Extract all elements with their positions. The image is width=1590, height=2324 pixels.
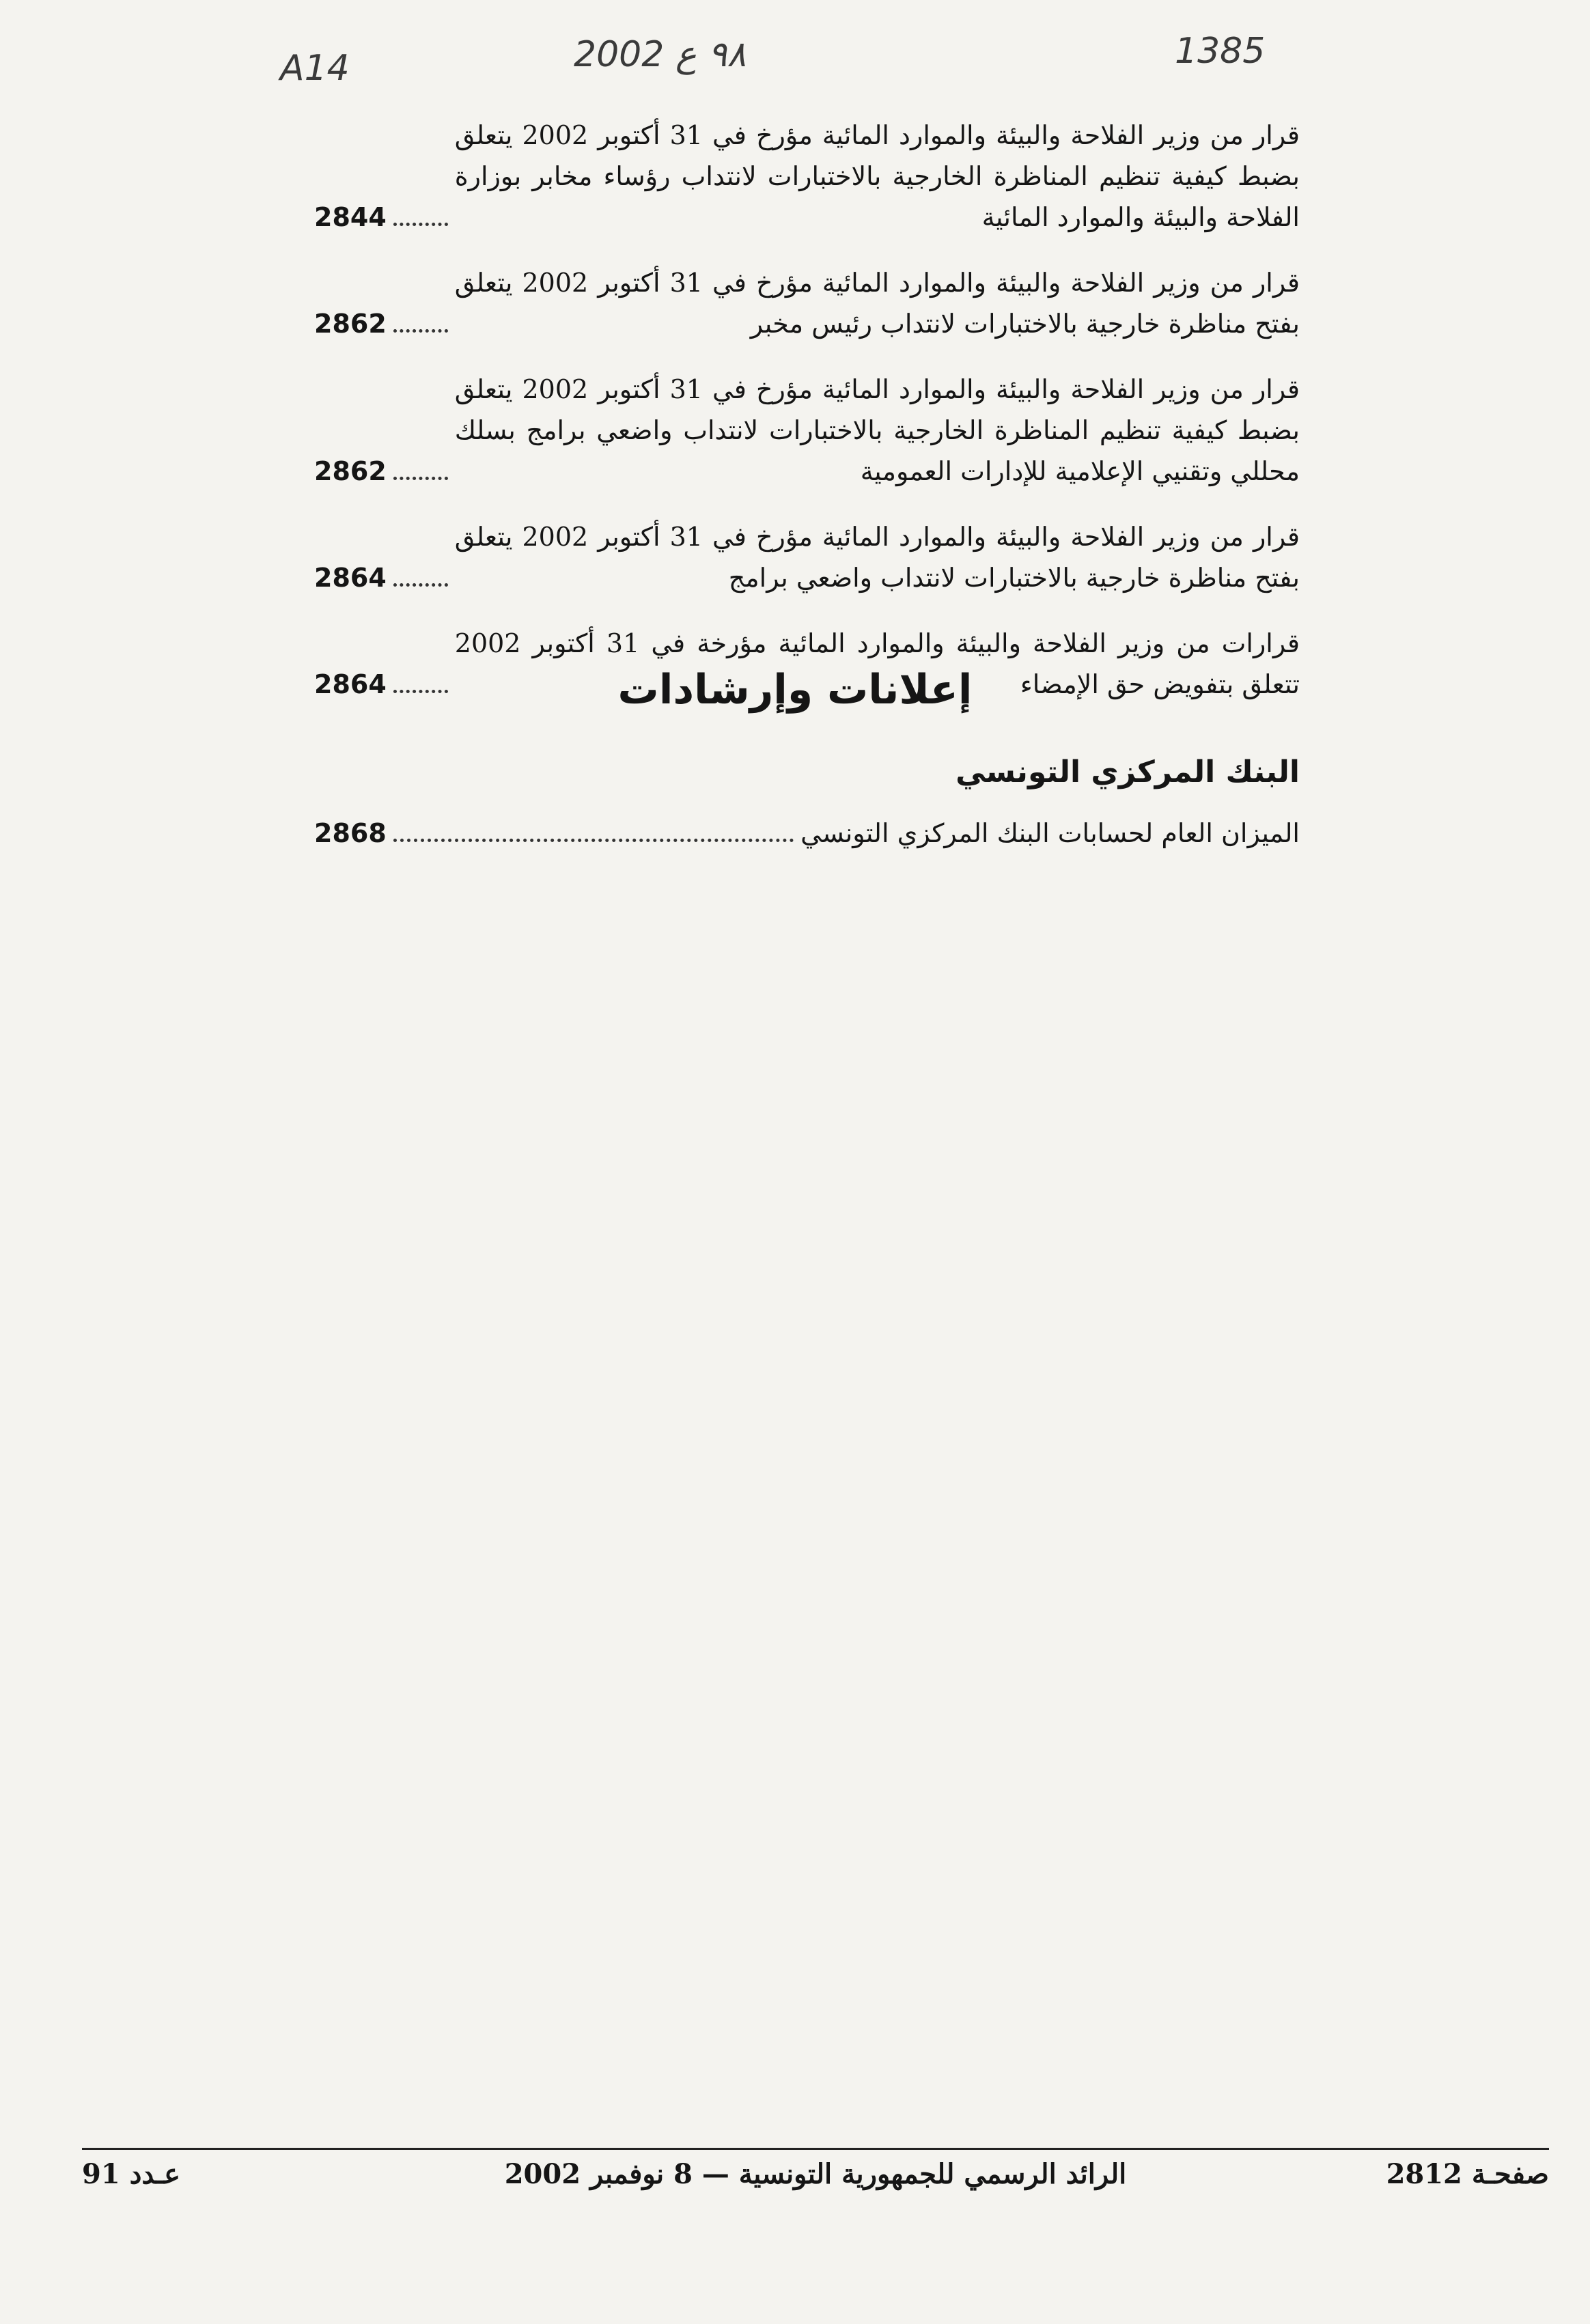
toc-entry-page: 2868 <box>314 818 387 848</box>
toc-entry-title: قرار من وزير الفلاحة والبيئة والموارد المائية مؤرخ في 31 أكتوبر 2002 يتعلق بضبط كيفية تنظيم المناظرة الخارجية بالاختبارات لانتداب رؤساء مخابر بوزارة الفلاحة والبيئة والموارد المائية <box>454 120 1300 232</box>
footer-journal-title: الرائد الرسمي للجمهورية التونسية — 8 نوفمبر 2002 <box>504 2158 1127 2190</box>
toc-entry[interactable] <box>314 516 1300 598</box>
footer-issue-number: عـدد 91 <box>82 2158 180 2190</box>
toc-entry-page: 2864 <box>314 563 387 593</box>
handwritten-note-right: 1385 <box>1175 31 1266 72</box>
toc-entry-title: قرار من وزير الفلاحة والبيئة والموارد المائية مؤرخ في 31 أكتوبر 2002 يتعلق بفتح مناظرة خارجية بالاختبارات لانتداب واضعي برامج <box>454 522 1300 593</box>
dot-leader <box>393 329 448 333</box>
toc-entry-title: قرار من وزير الفلاحة والبيئة والموارد المائية مؤرخ في 31 أكتوبر 2002 يتعلق بفتح مناظرة خارجية بالاختبارات لانتداب رئيس مخبر <box>454 268 1300 339</box>
footer-page-number: صفحـة 2812 <box>1386 2158 1549 2190</box>
toc-entry-page: 2862 <box>314 309 387 339</box>
bank-entries <box>314 813 1300 878</box>
org-heading: البنك المركزي التونسي <box>956 755 1300 789</box>
toc-entry-page: 2864 <box>314 669 387 699</box>
toc-entry[interactable] <box>314 813 1300 854</box>
toc-entry[interactable] <box>314 115 1300 238</box>
toc-entry[interactable] <box>314 262 1300 344</box>
footer-divider <box>82 2148 1549 2150</box>
toc-entry[interactable] <box>314 369 1300 492</box>
table-of-contents <box>314 115 1300 729</box>
page-footer <box>82 2158 1549 2199</box>
toc-entry-title: قرار من وزير الفلاحة والبيئة والموارد المائية مؤرخ في 31 أكتوبر 2002 يتعلق بضبط كيفية تنظيم المناظرة الخارجية بالاختبارات لانتداب واضعي برامج بسلك محللي وتقنيي الإعلامية للإدارات العمومية <box>454 374 1300 486</box>
dot-leader <box>393 223 448 226</box>
dot-leader <box>393 583 448 587</box>
toc-entry-page: 2844 <box>314 202 387 232</box>
dot-leader <box>393 477 448 480</box>
toc-entry-title: الميزان العام لحسابات البنك المركزي التونسي <box>800 818 1300 848</box>
section-title: إعلانات وإرشادات <box>617 666 973 714</box>
toc-entry-title: قرارات من وزير الفلاحة والبيئة والموارد المائية مؤرخة في 31 أكتوبر 2002 تتعلق بتفويض حق الإمضاء <box>454 628 1300 699</box>
handwritten-note-left: A14 <box>280 48 350 89</box>
toc-entry-page: 2862 <box>314 456 387 486</box>
dot-leader <box>393 839 794 842</box>
handwritten-note-center: ٩٨ ع 2002 <box>574 34 747 75</box>
